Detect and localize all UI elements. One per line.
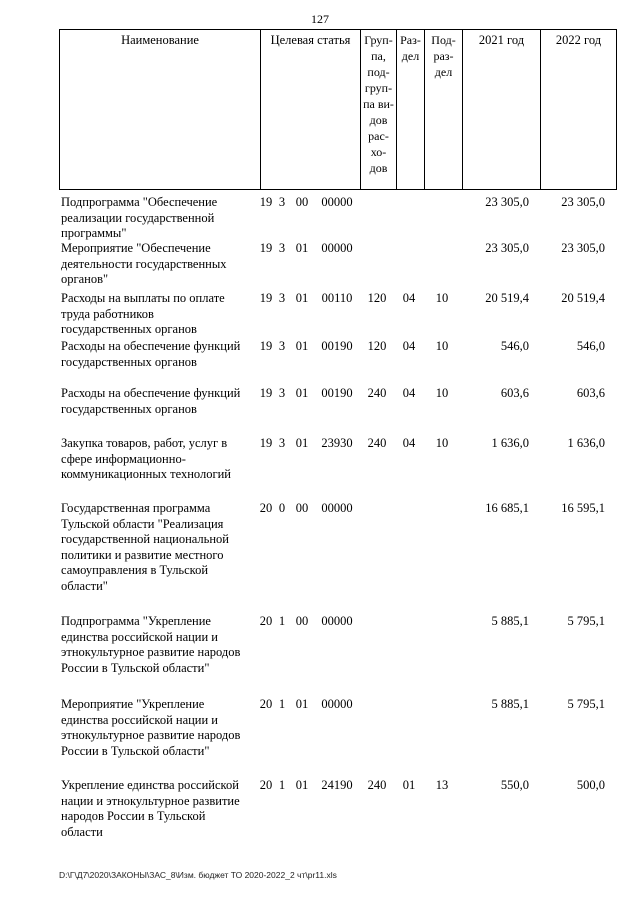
target-subprogram: 3: [278, 195, 286, 209]
target-event: 01: [295, 697, 309, 711]
header-target: Целевая статья: [260, 30, 360, 189]
file-path-footer: D:\Г\Д7\2020\ЗАКОНЫ\ЗАС_8\Изм. бюджет ТО 2020-2022_2 чт\pr11.xls: [59, 870, 337, 880]
target-program: 20: [259, 697, 273, 711]
target-event: 01: [295, 241, 309, 255]
header-section: Раз- дел: [396, 30, 424, 189]
header-year-2021: 2021 год: [462, 30, 540, 189]
expense-group: 240: [367, 778, 387, 792]
amount-2021: 16 685,1: [485, 501, 529, 515]
target-program: 19: [259, 241, 273, 255]
target-program: 19: [259, 291, 273, 305]
target-program: 20: [259, 614, 273, 628]
section-code: 04: [402, 291, 416, 305]
row-name: Подпрограмма "Укрепление единства российской нации и этнокультурное развитие народов России в Тульской области": [61, 614, 241, 675]
amount-2021: 546,0: [500, 339, 529, 353]
target-direction: 00110: [321, 291, 353, 305]
row-name: Мероприятие "Укрепление единства российской нации и этнокультурное развитие народов России в Тульской области": [61, 697, 241, 758]
section-code: 01: [402, 778, 416, 792]
amount-2022: 16 595,1: [561, 501, 605, 515]
amount-2021: 23 305,0: [485, 195, 529, 209]
target-program: 20: [259, 778, 273, 792]
section-code: 04: [402, 339, 416, 353]
amount-2021: 23 305,0: [485, 241, 529, 255]
amount-2022: 546,0: [576, 339, 605, 353]
target-direction: 00190: [321, 339, 353, 353]
expense-group: 240: [367, 436, 387, 450]
target-subprogram: 1: [278, 697, 286, 711]
header-year-2022: 2022 год: [540, 30, 616, 189]
target-direction: 00000: [321, 241, 353, 255]
amount-2022: 500,0: [576, 778, 605, 792]
target-subprogram: 3: [278, 386, 286, 400]
section-code: 04: [402, 386, 416, 400]
table-header: [59, 29, 617, 190]
target-event: 00: [295, 195, 309, 209]
target-program: 20: [259, 501, 273, 515]
amount-2021: 603,6: [500, 386, 529, 400]
row-name: Мероприятие "Обеспечение деятельности государственных органов": [61, 241, 227, 286]
budget-table: [59, 29, 617, 839]
amount-2022: 23 305,0: [561, 195, 605, 209]
target-subprogram: 3: [278, 436, 286, 450]
amount-2022: 1 636,0: [567, 436, 605, 450]
target-direction: 24190: [321, 778, 353, 792]
target-event: 01: [295, 436, 309, 450]
target-event: 01: [295, 291, 309, 305]
target-subprogram: 1: [278, 614, 286, 628]
page-number: 127: [311, 12, 329, 26]
target-program: 19: [259, 339, 273, 353]
subsection-code: 10: [435, 339, 449, 353]
target-direction: 00000: [321, 614, 353, 628]
target-subprogram: 0: [278, 501, 286, 515]
expense-group: 120: [367, 291, 387, 305]
header-subsection: Под- раз- дел: [424, 30, 462, 189]
target-program: 19: [259, 436, 273, 450]
section-code: 04: [402, 436, 416, 450]
target-event: 00: [295, 501, 309, 515]
amount-2022: 5 795,1: [567, 697, 605, 711]
target-program: 19: [259, 195, 273, 209]
row-name: Государственная программа Тульской области "Реализация государственной национальной политики и развитие местного самоуправления в Тульской области": [61, 501, 229, 593]
target-event: 01: [295, 386, 309, 400]
target-direction: 00000: [321, 501, 353, 515]
amount-2022: 20 519,4: [561, 291, 605, 305]
target-event: 01: [295, 339, 309, 353]
target-subprogram: 3: [278, 339, 286, 353]
target-subprogram: 1: [278, 778, 286, 792]
target-subprogram: 3: [278, 241, 286, 255]
subsection-code: 13: [435, 778, 449, 792]
amount-2021: 20 519,4: [485, 291, 529, 305]
subsection-code: 10: [435, 291, 449, 305]
row-name: Расходы на обеспечение функций государственных органов: [61, 339, 241, 369]
target-event: 01: [295, 778, 309, 792]
target-program: 19: [259, 386, 273, 400]
target-direction: 00190: [321, 386, 353, 400]
target-subprogram: 3: [278, 291, 286, 305]
header-group: Груп- па, под- груп- па ви- дов рас- хо- дов: [360, 30, 396, 189]
target-event: 00: [295, 614, 309, 628]
amount-2022: 23 305,0: [561, 241, 605, 255]
row-name: Закупка товаров, работ, услуг в сфере информационно- коммуникационных технологий: [61, 436, 231, 481]
subsection-code: 10: [435, 386, 449, 400]
amount-2022: 5 795,1: [567, 614, 605, 628]
subsection-code: 10: [435, 436, 449, 450]
row-name: Укрепление единства российской нации и этнокультурное развитие народов России в Тульской области: [61, 778, 240, 839]
expense-group: 120: [367, 339, 387, 353]
expense-group: 240: [367, 386, 387, 400]
amount-2022: 603,6: [576, 386, 605, 400]
header-name: Наименование: [121, 33, 199, 47]
row-name: Расходы на обеспечение функций государственных органов: [61, 386, 241, 416]
amount-2021: 5 885,1: [491, 614, 529, 628]
amount-2021: 1 636,0: [491, 436, 529, 450]
row-name: Расходы на выплаты по оплате труда работников государственных органов: [61, 291, 225, 336]
amount-2021: 550,0: [500, 778, 529, 792]
target-direction: 23930: [321, 436, 353, 450]
target-direction: 00000: [321, 195, 353, 209]
target-direction: 00000: [321, 697, 353, 711]
amount-2021: 5 885,1: [491, 697, 529, 711]
row-name: Подпрограмма "Обеспечение реализации государственной программы": [61, 195, 218, 240]
